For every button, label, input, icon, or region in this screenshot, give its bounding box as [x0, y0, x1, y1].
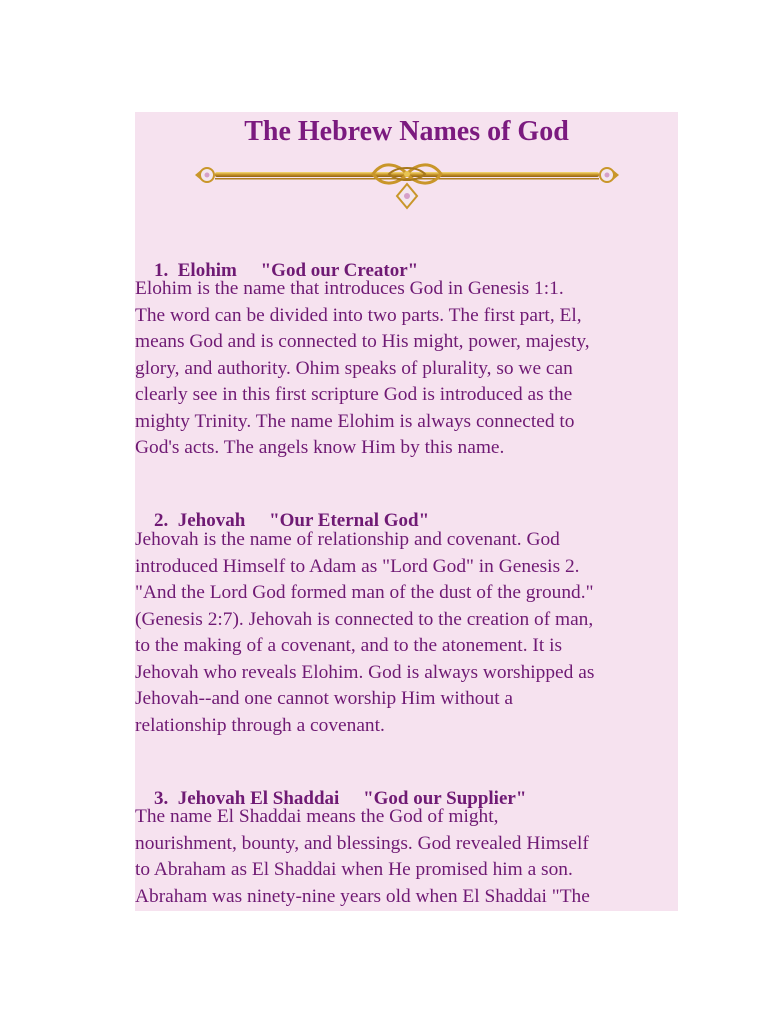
section-body-1: [135, 276, 678, 462]
text-line: mighty Trinity. The name Elohim is always connected to: [135, 410, 575, 432]
section-body-3: [135, 804, 678, 910]
text-line: Jehovah who reveals Elohim. God is always worshipped as: [135, 661, 595, 683]
text-line: to Abraham as El Shaddai when He promised him a son.: [135, 859, 573, 880]
text-line: means God and is connected to His might, power, majesty,: [135, 331, 590, 352]
text-line: relationship through a covenant.: [135, 714, 385, 736]
text-line: The name El Shaddai means the God of might,: [135, 806, 499, 827]
section-heading-1: 1. Elohim "God our Creator": [154, 260, 419, 281]
text-line: glory, and authority. Ohim speaks of plurality, so we can: [135, 357, 573, 379]
text-line: The word can be divided into two parts. The first part, El,: [135, 304, 582, 326]
section-heading-3: 3. Jehovah El Shaddai "God our Supplier": [154, 788, 527, 809]
gold-scroll-divider-icon: [193, 160, 621, 216]
section-heading-2: 2. Jehovah "Our Eternal God": [154, 510, 430, 531]
text-line: Abraham was ninety-nine years old when El Shaddai "The: [135, 885, 590, 907]
text-line: Jehovah--and one cannot worship Him without a: [135, 688, 514, 709]
text-line: nourishment, bounty, and blessings. God revealed Himself: [135, 832, 589, 854]
text-line: (Genesis 2:7). Jehovah is connected to the creation of man,: [135, 608, 594, 630]
text-line: Elohim is the name that introduces God in Genesis 1:1.: [135, 278, 564, 299]
page-title: The Hebrew Names of God: [244, 116, 569, 147]
document-panel: [135, 112, 678, 911]
text-line: introduced Himself to Adam as "Lord God" in Genesis 2.: [135, 555, 580, 577]
text-line: God's acts. The angels know Him by this name.: [135, 437, 505, 458]
text-line: to the making of a covenant, and to the atonement. It is: [135, 635, 563, 656]
text-line: clearly see in this first scripture God is introduced as the: [135, 384, 573, 405]
text-line: Jehovah is the name of relationship and covenant. God: [135, 529, 560, 550]
text-line: "And the Lord God formed man of the dust of the ground.": [135, 582, 594, 603]
section-body-2: [135, 527, 678, 739]
